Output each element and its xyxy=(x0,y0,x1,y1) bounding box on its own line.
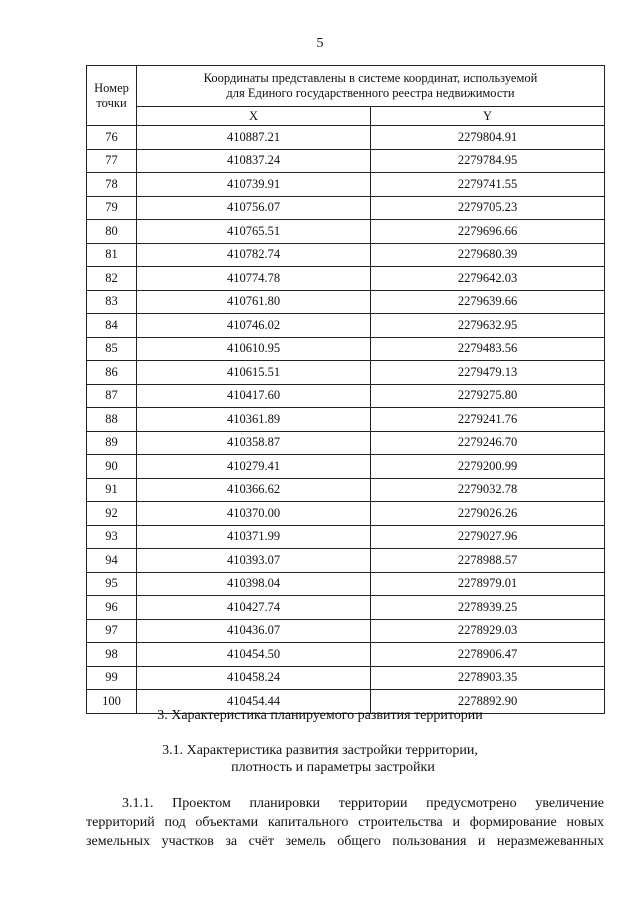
section-3-1-title xyxy=(0,742,640,776)
y-coordinate-cell: 2279027.96 xyxy=(371,525,605,549)
y-coordinate-cell: 2279632.95 xyxy=(371,314,605,338)
point-number-cell: 99 xyxy=(87,666,137,690)
table-row xyxy=(87,173,605,197)
x-coordinate-cell: 410366.62 xyxy=(137,478,371,502)
y-coordinate-cell: 2279680.39 xyxy=(371,243,605,267)
x-coordinate-cell: 410739.91 xyxy=(137,173,371,197)
coordinates-table xyxy=(86,65,605,714)
paragraph-line: 3.1.1. Проектом планировки территории предусмотрено увеличение xyxy=(122,796,604,811)
x-coordinate-cell: 410454.44 xyxy=(137,690,371,714)
x-coordinate-cell: 410615.51 xyxy=(137,361,371,385)
table-row xyxy=(87,220,605,244)
x-coordinate-cell: 410756.07 xyxy=(137,196,371,220)
y-coordinate-cell: 2278988.57 xyxy=(371,549,605,573)
header-coords-line-2: для Единого государственного реестра недвижимости xyxy=(226,86,515,100)
table-row xyxy=(87,478,605,502)
point-number-cell: 76 xyxy=(87,126,137,150)
x-coordinate-cell: 410279.41 xyxy=(137,455,371,479)
x-coordinate-cell: 410887.21 xyxy=(137,126,371,150)
y-coordinate-cell: 2278939.25 xyxy=(371,596,605,620)
section-3-1-title-line-1: 3.1. Характеристика развития застройки территории, xyxy=(162,743,478,758)
table-body xyxy=(87,126,605,714)
y-coordinate-cell: 2279804.91 xyxy=(371,126,605,150)
table-row xyxy=(87,290,605,314)
point-number-cell: 100 xyxy=(87,690,137,714)
table-row xyxy=(87,572,605,596)
table-row xyxy=(87,243,605,267)
x-coordinate-cell: 410417.60 xyxy=(137,384,371,408)
table-row xyxy=(87,314,605,338)
x-coordinate-cell: 410610.95 xyxy=(137,337,371,361)
table-row xyxy=(87,408,605,432)
x-coordinate-cell: 410361.89 xyxy=(137,408,371,432)
paragraph-3-1-1 xyxy=(86,794,604,851)
y-coordinate-cell: 2278929.03 xyxy=(371,619,605,643)
y-coordinate-cell: 2279246.70 xyxy=(371,431,605,455)
x-coordinate-cell: 410436.07 xyxy=(137,619,371,643)
y-coordinate-cell: 2278892.90 xyxy=(371,690,605,714)
header-coordinate-system xyxy=(137,66,605,107)
y-coordinate-cell: 2279741.55 xyxy=(371,173,605,197)
table-row xyxy=(87,666,605,690)
table-row xyxy=(87,126,605,150)
y-coordinate-cell: 2279483.56 xyxy=(371,337,605,361)
x-coordinate-cell: 410458.24 xyxy=(137,666,371,690)
table-row xyxy=(87,643,605,667)
point-number-cell: 82 xyxy=(87,267,137,291)
section-3-title: 3. Характеристика планируемого развития территории xyxy=(157,708,483,723)
y-coordinate-cell: 2279639.66 xyxy=(371,290,605,314)
table-row xyxy=(87,549,605,573)
header-point-number: Номер точки xyxy=(87,66,137,126)
header-y: Y xyxy=(371,107,605,126)
point-number-cell: 96 xyxy=(87,596,137,620)
y-coordinate-cell: 2279275.80 xyxy=(371,384,605,408)
point-number-cell: 85 xyxy=(87,337,137,361)
header-coords-line-1: Координаты представлены в системе координат, используемой xyxy=(203,71,538,85)
table-row xyxy=(87,525,605,549)
x-coordinate-cell: 410454.50 xyxy=(137,643,371,667)
table-row xyxy=(87,196,605,220)
y-coordinate-cell: 2279026.26 xyxy=(371,502,605,526)
x-coordinate-cell: 410393.07 xyxy=(137,549,371,573)
point-number-cell: 78 xyxy=(87,173,137,197)
x-coordinate-cell: 410398.04 xyxy=(137,572,371,596)
point-number-cell: 89 xyxy=(87,431,137,455)
x-coordinate-cell: 410774.78 xyxy=(137,267,371,291)
table-row xyxy=(87,149,605,173)
y-coordinate-cell: 2279784.95 xyxy=(371,149,605,173)
table-row xyxy=(87,502,605,526)
point-number-cell: 86 xyxy=(87,361,137,385)
y-coordinate-cell: 2278979.01 xyxy=(371,572,605,596)
y-coordinate-cell: 2279479.13 xyxy=(371,361,605,385)
paragraph-line: земельных участков за счёт земель общего пользования и неразмежеванных xyxy=(86,834,604,849)
x-coordinate-cell: 410782.74 xyxy=(137,243,371,267)
y-coordinate-cell: 2279200.99 xyxy=(371,455,605,479)
point-number-cell: 83 xyxy=(87,290,137,314)
x-coordinate-cell: 410358.87 xyxy=(137,431,371,455)
y-coordinate-cell: 2278903.35 xyxy=(371,666,605,690)
paragraph-line: территорий под объектами капитального строительства и формирование новых xyxy=(86,815,604,830)
x-coordinate-cell: 410837.24 xyxy=(137,149,371,173)
x-coordinate-cell: 410765.51 xyxy=(137,220,371,244)
section-3-1-title-line-2: плотность и параметры застройки xyxy=(231,760,435,775)
x-coordinate-cell: 410370.00 xyxy=(137,502,371,526)
table-row xyxy=(87,596,605,620)
point-number-cell: 79 xyxy=(87,196,137,220)
point-number-cell: 94 xyxy=(87,549,137,573)
point-number-cell: 98 xyxy=(87,643,137,667)
x-coordinate-cell: 410427.74 xyxy=(137,596,371,620)
point-number-cell: 92 xyxy=(87,502,137,526)
table-row xyxy=(87,384,605,408)
table-row xyxy=(87,431,605,455)
point-number-cell: 95 xyxy=(87,572,137,596)
page-number: 5 xyxy=(316,36,324,51)
y-coordinate-cell: 2279241.76 xyxy=(371,408,605,432)
table-row xyxy=(87,267,605,291)
point-number-cell: 81 xyxy=(87,243,137,267)
x-coordinate-cell: 410761.80 xyxy=(137,290,371,314)
point-number-cell: 91 xyxy=(87,478,137,502)
y-coordinate-cell: 2279032.78 xyxy=(371,478,605,502)
y-coordinate-cell: 2279642.03 xyxy=(371,267,605,291)
table-row xyxy=(87,455,605,479)
point-number-cell: 88 xyxy=(87,408,137,432)
y-coordinate-cell: 2279696.66 xyxy=(371,220,605,244)
point-number-cell: 93 xyxy=(87,525,137,549)
point-number-cell: 87 xyxy=(87,384,137,408)
table-row xyxy=(87,619,605,643)
point-number-cell: 84 xyxy=(87,314,137,338)
x-coordinate-cell: 410371.99 xyxy=(137,525,371,549)
point-number-cell: 77 xyxy=(87,149,137,173)
point-number-cell: 97 xyxy=(87,619,137,643)
point-number-cell: 90 xyxy=(87,455,137,479)
header-x: X xyxy=(137,107,371,126)
x-coordinate-cell: 410746.02 xyxy=(137,314,371,338)
y-coordinate-cell: 2278906.47 xyxy=(371,643,605,667)
table-row xyxy=(87,361,605,385)
y-coordinate-cell: 2279705.23 xyxy=(371,196,605,220)
table-row xyxy=(87,337,605,361)
point-number-cell: 80 xyxy=(87,220,137,244)
